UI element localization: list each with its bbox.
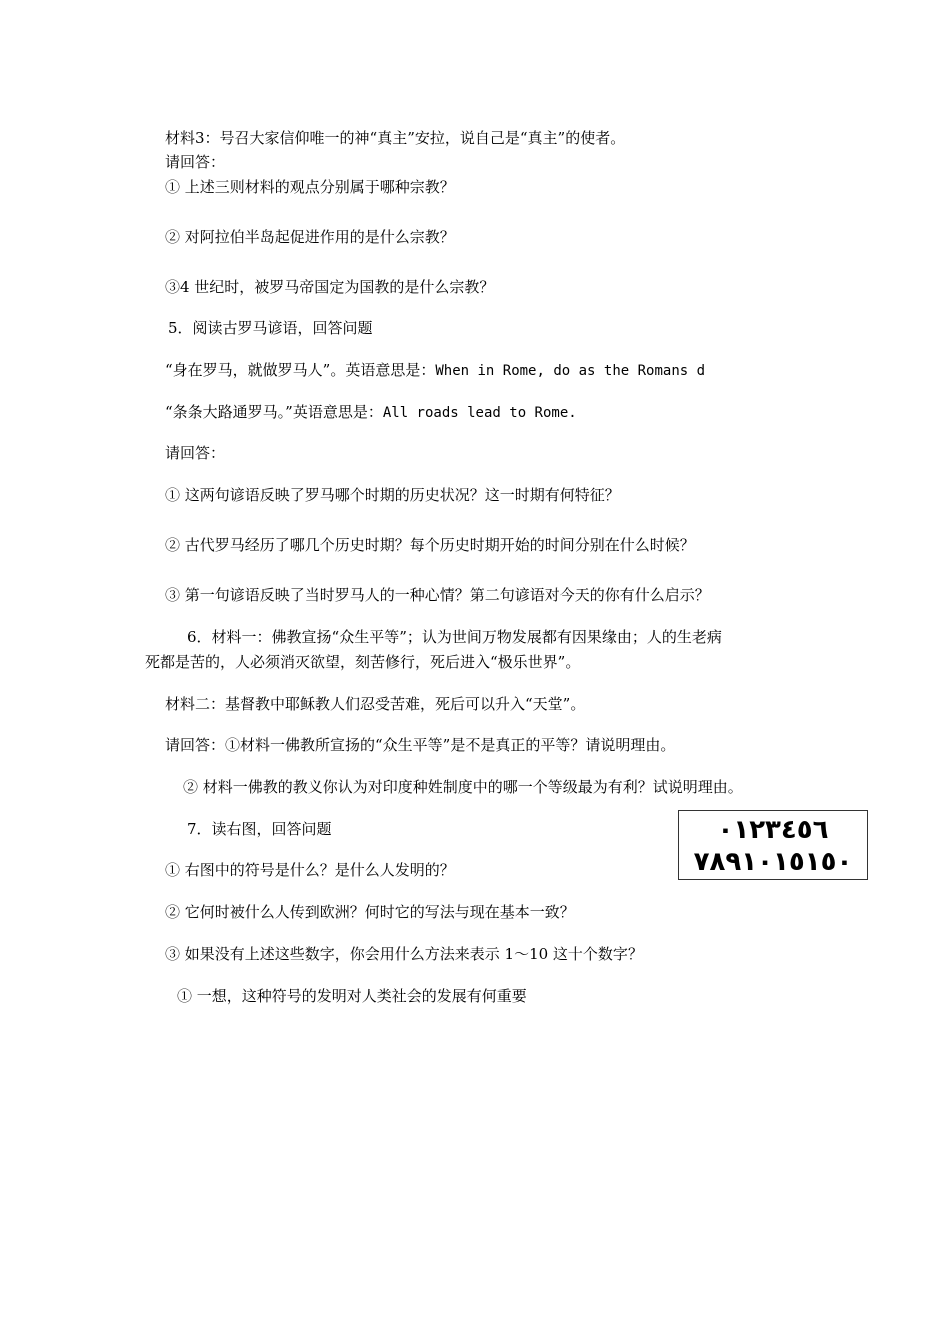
question-7-3: ③ 如果没有上述这些数字，你会用什么方法来表示 1～10 这十个数字？ [165, 945, 643, 963]
question-5-3: ③ 第一句谚语反映了当时罗马人的一种心情？第二句谚语对今天的你有什么启示？ [165, 586, 710, 604]
proverb-1-chinese: “身在罗马，就做罗马人”。英语意思是： [165, 361, 436, 379]
question-6-material-2: 材料二：基督教中耶稣教人们忍受苦难，死后可以升入“天堂”。 [165, 695, 586, 713]
please-answer-label: 请回答： [165, 153, 226, 171]
proverb-1-english: When in Rome, do as the Romans d [435, 363, 706, 379]
question-4-1: ① 上述三则材料的观点分别属于哪种宗教？ [165, 178, 455, 196]
question-7-2: ② 它何时被什么人传到欧洲？何时它的写法与现在基本一致？ [165, 903, 575, 921]
question-7-1: ① 右图中的符号是什么？是什么人发明的？ [165, 861, 455, 879]
proverb-1 [165, 360, 705, 381]
proverb-2-english: All roads lead to Rome. [382, 405, 577, 421]
question-4-2: ② 对阿拉伯半岛起促进作用的是什么宗教？ [165, 228, 455, 246]
question-7-4: ① 一想，这种符号的发明对人类社会的发展有何重要 [177, 987, 527, 1005]
proverb-2-chinese: “条条大路通罗马。”英语意思是： [165, 403, 383, 421]
question-4-3: ③4 世纪时，被罗马帝国定为国教的是什么宗教？ [165, 278, 495, 296]
question-7-heading: 7．读右图，回答问题 [187, 820, 332, 838]
question-5-heading: 5．阅读古罗马谚语，回答问题 [168, 319, 373, 337]
question-6-material-1-line-2: 死都是苦的，人必须消灭欲望，刻苦修行，死后进入“极乐世界”。 [145, 653, 581, 671]
question-6-material-1-line-1: 6．材料一：佛教宣扬“众生平等”；认为世间万物发展都有因果缘由；人的生老病 [187, 628, 722, 646]
proverb-2 [165, 402, 577, 423]
please-answer-label-2: 请回答： [165, 444, 226, 462]
question-6-1: 请回答：①材料一佛教所宣扬的“众生平等”是不是真正的平等？请说明理由。 [165, 736, 676, 754]
material-3-text: 材料3：号召大家信仰唯一的神“真主”安拉，说自己是“真主”的使者。 [165, 129, 626, 147]
question-6-2: ② 材料一佛教的教义你认为对印度种姓制度中的哪一个等级最为有利？试说明理由。 [183, 778, 743, 796]
question-5-2: ② 古代罗马经历了哪几个历史时期？每个历史时期开始的时间分别在什么时候？ [165, 536, 695, 554]
numerals-row-2: ٧٨٩١٠١٥١٥٠ [693, 847, 853, 877]
question-5-1: ① 这两句谚语反映了罗马哪个时期的历史状况？这一时期有何特征？ [165, 486, 620, 504]
numerals-row-1: ٠١٢٣٤٥٦ [717, 815, 829, 845]
arabic-numerals-figure [678, 810, 868, 880]
